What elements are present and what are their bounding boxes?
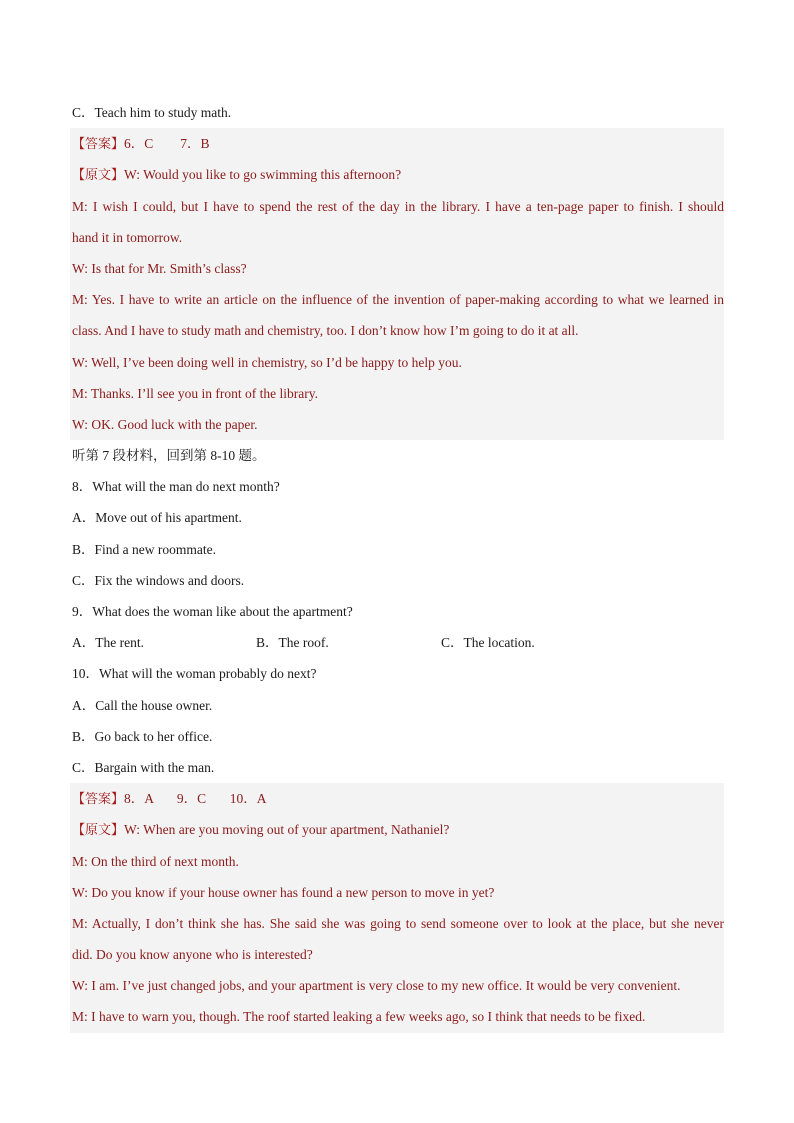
document-page <box>70 97 724 1033</box>
transcript-tag: 【原文】 <box>72 168 125 184</box>
q9-option-c: C．The location. <box>441 635 535 651</box>
q9-option-a: A．The rent. <box>72 635 144 651</box>
transcript-line: W: Is that for Mr. Smith’s class? <box>70 253 724 284</box>
transcript-line: W: Do you know if your house owner has found a new person to move in yet? <box>70 877 724 908</box>
transcript-line: hand it in tomorrow. <box>70 222 724 253</box>
transcript-line <box>70 814 724 845</box>
question-10: 10．What will the woman probably do next? <box>72 666 317 682</box>
transcript-line <box>70 159 724 190</box>
transcript-line: M: Actually, I don’t think she has. She said she was going to send someone over to look at the place, but she never <box>70 908 724 939</box>
transcript-text: W: When are you moving out of your apartment, Nathaniel? <box>124 822 450 838</box>
section-instruction: 听第 7 段材料，回到第 8-10 题。 <box>72 448 266 464</box>
transcript-tag: 【原文】 <box>72 823 125 839</box>
q9-options <box>70 627 724 658</box>
option-c-q5: C．Teach him to study math. <box>72 105 232 120</box>
q10-option-b: B．Go back to her office. <box>72 728 213 744</box>
q10-option-a: A．Call the house owner. <box>72 697 213 713</box>
answer-line-6-7 <box>70 128 724 159</box>
transcript-line: W: I am. I’ve just changed jobs, and your apartment is very close to my new office. It would be very convenient. <box>70 970 724 1001</box>
transcript-line: M: Thanks. I’ll see you in front of the library. <box>70 378 724 409</box>
q9-option-b: B．The roof. <box>256 635 329 651</box>
transcript-line: M: I have to warn you, though. The roof started leaking a few weeks ago, so I think that needs to be fixed. <box>70 1001 724 1032</box>
transcript-line: W: OK. Good luck with the paper. <box>70 409 724 440</box>
transcript-line: class. And I have to study math and chemistry, too. I don’t know how I’m going to do it at all. <box>70 315 724 346</box>
q10-option-c: C．Bargain with the man. <box>72 759 215 775</box>
q8-option-c: C．Fix the windows and doors. <box>72 572 245 588</box>
transcript-line: did. Do you know anyone who is interested? <box>70 939 724 970</box>
transcript-line: W: Well, I’ve been doing well in chemistry, so I’d be happy to help you. <box>70 347 724 378</box>
transcript-line: M: I wish I could, but I have to spend the rest of the day in the library. I have a ten-page paper to finish. I should <box>70 191 724 222</box>
transcript-text: W: Would you like to go swimming this afternoon? <box>124 167 402 183</box>
question-8: 8．What will the man do next month? <box>72 479 280 495</box>
answer-tag: 【答案】 <box>72 137 125 153</box>
answer-text: 6．C 7．B <box>124 136 210 152</box>
question-9: 9．What does the woman like about the apartment? <box>72 604 353 619</box>
answer-line-8-10 <box>70 783 724 814</box>
q8-option-a: A．Move out of his apartment. <box>72 510 242 526</box>
transcript-line: M: On the third of next month. <box>70 846 724 877</box>
q8-option-b: B．Find a new roommate. <box>72 541 216 557</box>
transcript-line: M: Yes. I have to write an article on the influence of the invention of paper-making according to what we learned in <box>70 284 724 315</box>
answer-tag: 【答案】 <box>72 792 125 808</box>
answer-text: 8．A 9．C 10．A <box>124 791 267 807</box>
